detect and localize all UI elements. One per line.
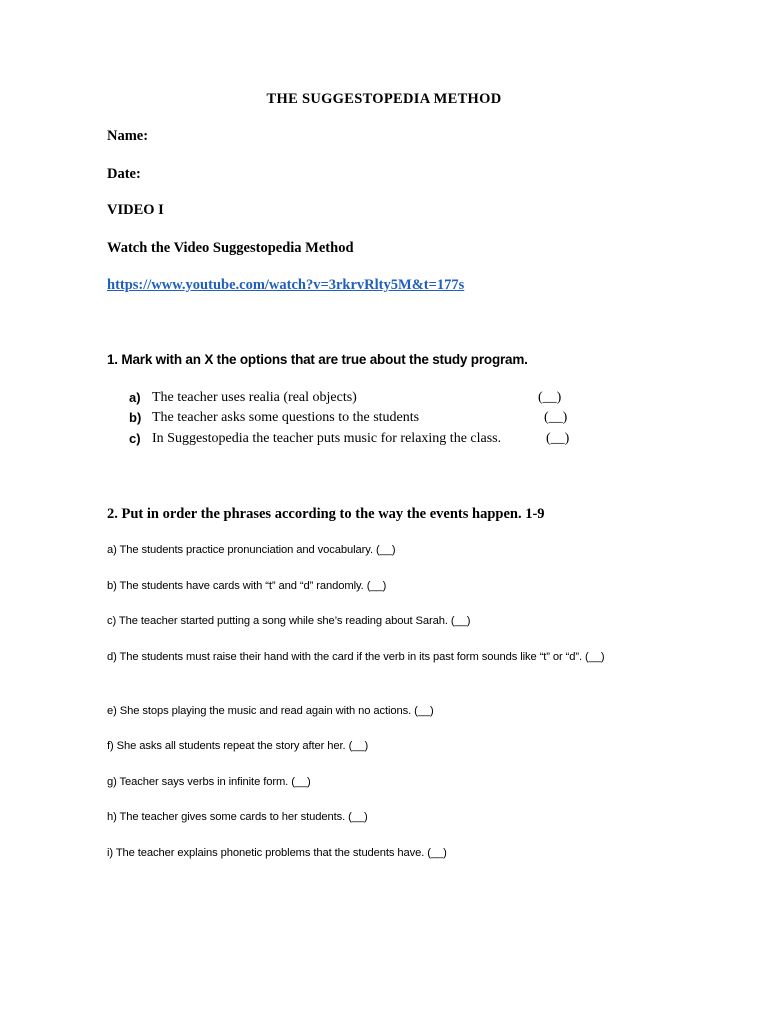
order-item: a) The students practice pronunciation and vocabulary. (__) xyxy=(107,544,396,556)
name-label: Name: xyxy=(107,128,149,144)
watch-instruction: Watch the Video Suggestopedia Method xyxy=(107,240,354,256)
option-text: In Suggestopedia the teacher puts music for relaxing the class. xyxy=(152,431,502,446)
option-letter: a) xyxy=(129,390,141,405)
option-letter: c) xyxy=(129,431,141,446)
order-item: e) She stops playing the music and read again with no actions. (__) xyxy=(107,705,434,717)
answer-blank[interactable]: (__) xyxy=(538,390,562,405)
answer-blank[interactable]: (__) xyxy=(544,410,568,425)
video-section-label: VIDEO I xyxy=(107,202,164,218)
order-item: c) The teacher started putting a song while she’s reading about Sarah. (__) xyxy=(107,615,471,627)
answer-blank[interactable]: (__) xyxy=(546,431,570,446)
order-item: f) She asks all students repeat the story after her. (__) xyxy=(107,740,369,752)
date-label: Date: xyxy=(107,166,141,182)
question-2-heading: 2. Put in order the phrases according to the way the events happen. 1-9 xyxy=(107,506,545,522)
option-text: The teacher uses realia (real objects) xyxy=(152,390,357,405)
order-item: h) The teacher gives some cards to her students. (__) xyxy=(107,811,368,823)
order-item: g) Teacher says verbs in infinite form. (__) xyxy=(107,776,311,788)
option-text: The teacher asks some questions to the students xyxy=(152,410,420,425)
video-link[interactable]: https://www.youtube.com/watch?v=3rkrvRlty5M&t=177s xyxy=(107,277,465,293)
order-item: b) The students have cards with “t” and “d” randomly. (__) xyxy=(107,580,387,592)
order-item: d) The students must raise their hand with the card if the verb in its past form sounds like “t” or “d”. (__) xyxy=(107,651,605,663)
document-title: THE SUGGESTOPEDIA METHOD xyxy=(266,91,502,107)
order-item: i) The teacher explains phonetic problems that the students have. (__) xyxy=(107,847,447,859)
option-letter: b) xyxy=(129,410,142,425)
question-1-heading: 1. Mark with an X the options that are true about the study program. xyxy=(107,352,528,367)
